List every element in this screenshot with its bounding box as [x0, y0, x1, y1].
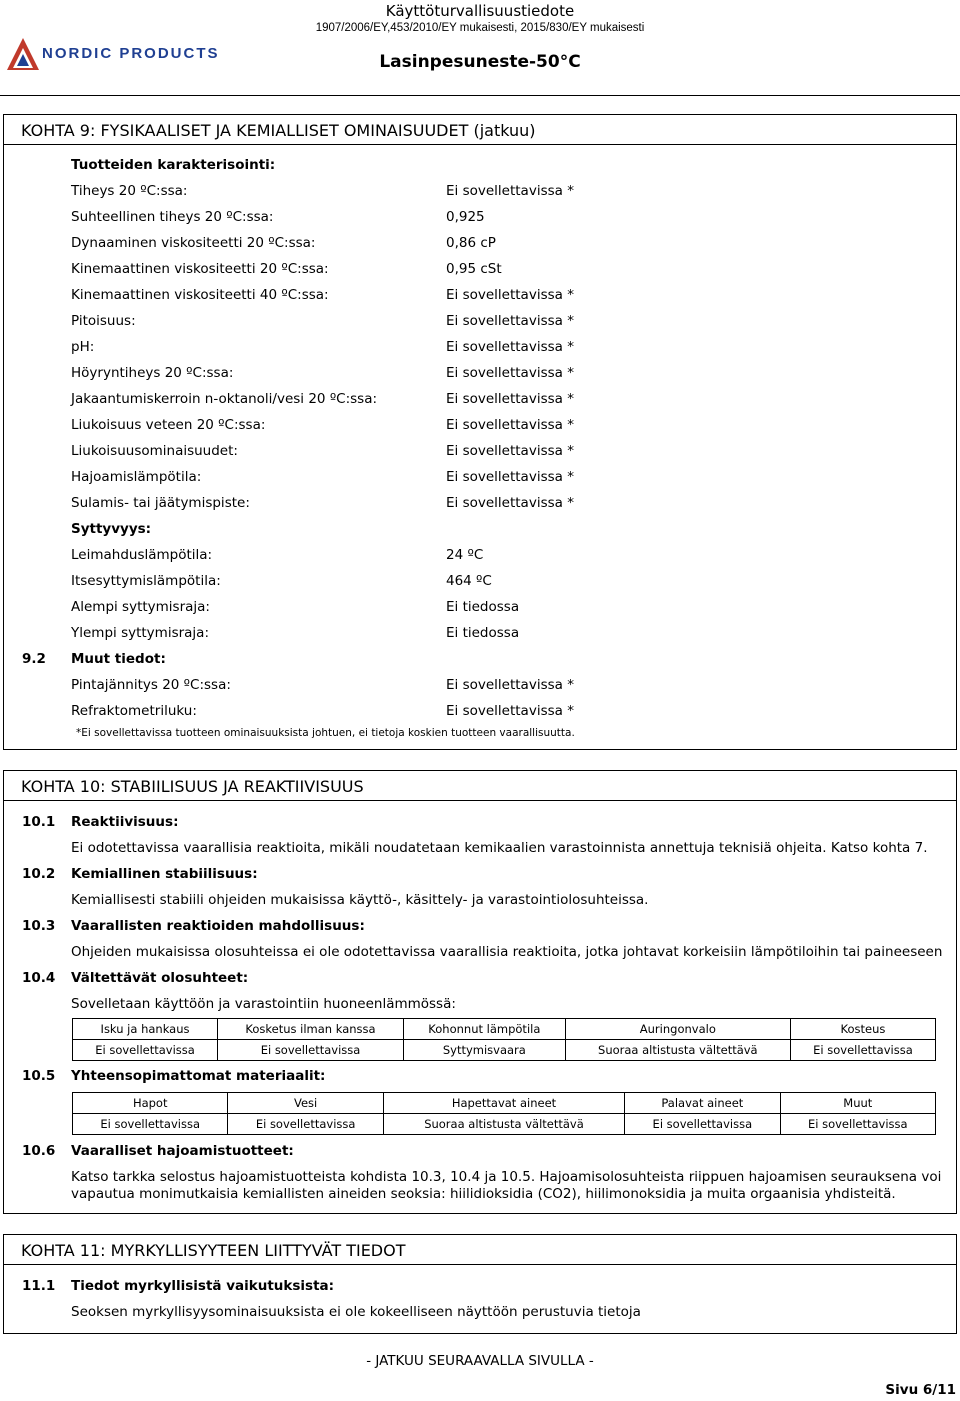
property-label: Hajoamislämpötila:	[71, 469, 202, 485]
logo-text: NORDIC PRODUCTS	[42, 45, 220, 62]
table-header-cell: Palavat aineet	[625, 1093, 780, 1114]
other-label: Pintajännitys 20 ºC:ssa:	[71, 677, 231, 693]
table-cell: Syttymisvaara	[403, 1040, 565, 1061]
subsection-number: 11.1	[22, 1278, 56, 1294]
table-header-row	[73, 1019, 936, 1040]
property-value: 0,925	[446, 209, 485, 225]
flammability-value: Ei tiedossa	[446, 599, 520, 615]
subsection-heading: Vaarallisten reaktioiden mahdollisuus:	[71, 918, 365, 934]
subsection-number: 10.6	[22, 1143, 56, 1159]
subsection-text: Seoksen myrkyllisyysominaisuuksista ei ole kokeelliseen näyttöön perustuvia tietoja	[71, 1304, 641, 1320]
subsection-text: Kemiallisesti stabiili ohjeiden mukaisissa käyttö-, käsittely- ja varastointiolosuhteissa.	[71, 892, 649, 908]
property-value: Ei sovellettavissa *	[446, 287, 574, 303]
property-value: Ei sovellettavissa *	[446, 391, 574, 407]
table-header-cell: Kosteus	[790, 1019, 935, 1040]
property-label: Dynaaminen viskositeetti 20 ºC:ssa:	[71, 235, 316, 251]
table-header-row	[73, 1093, 936, 1114]
table-row	[73, 1040, 936, 1061]
subsection-text: vapautua monimutkaisia kemiallisten aineiden seoksia: hiilidioksidia (CO2), hiilimonoksidia ja muita orgaanisia yhdisteitä.	[71, 1186, 896, 1202]
flammability-value: 464 ºC	[446, 573, 492, 589]
property-value: Ei sovellettavissa *	[446, 469, 574, 485]
property-label: Höyryntiheys 20 ºC:ssa:	[71, 365, 234, 381]
section-9-title: KOHTA 9: FYSIKAALISET JA KEMIALLISET OMINAISUUDET (jatkuu)	[4, 115, 956, 145]
property-value: Ei sovellettavissa *	[446, 443, 574, 459]
logo-mark-icon	[6, 36, 40, 76]
table-cell: Ei sovellettavissa	[228, 1114, 383, 1135]
section-11-title: KOHTA 11: MYRKYLLISYYTEEN LIITTYVÄT TIEDOT	[4, 1235, 956, 1265]
table-header-cell: Hapettavat aineet	[383, 1093, 624, 1114]
property-label: Kinemaattinen viskositeetti 20 ºC:ssa:	[71, 261, 329, 277]
subsection-number: 10.5	[22, 1068, 56, 1084]
property-value: Ei sovellettavissa *	[446, 339, 574, 355]
continued-notice: - JATKUU SEURAAVALLA SIVULLA -	[366, 1353, 594, 1369]
company-logo	[6, 34, 220, 76]
table-row	[73, 1114, 936, 1135]
table-header-cell: Kosketus ilman kanssa	[218, 1019, 404, 1040]
subsection-number: 10.1	[22, 814, 56, 830]
table-cell: Suoraa altistusta vältettävä	[565, 1040, 790, 1061]
property-value: Ei sovellettavissa *	[446, 365, 574, 381]
subsection-text: Sovelletaan käyttöön ja varastointiin huoneenlämmössä:	[71, 996, 456, 1012]
other-info-heading: Muut tiedot:	[71, 651, 166, 667]
product-name: Lasinpesuneste-50°C	[379, 52, 581, 72]
subsection-heading: Yhteensopimattomat materiaalit:	[71, 1068, 326, 1084]
document-title: Käyttöturvallisuustiedote	[385, 2, 575, 20]
flammability-heading: Syttyvyys:	[71, 521, 152, 537]
property-value: 0,86 cP	[446, 235, 496, 251]
other-value: Ei sovellettavissa *	[446, 703, 574, 719]
other-value: Ei sovellettavissa *	[446, 677, 574, 693]
table-header-cell: Hapot	[73, 1093, 228, 1114]
subsection-heading: Kemiallinen stabiilisuus:	[71, 866, 258, 882]
section-11	[3, 1234, 957, 1334]
table-cell: Ei sovellettavissa	[218, 1040, 404, 1061]
table-header-cell: Isku ja hankaus	[73, 1019, 218, 1040]
table-header-cell: Vesi	[228, 1093, 383, 1114]
subsection-number: 10.4	[22, 970, 56, 986]
flammability-label: Itsesyttymislämpötila:	[71, 573, 221, 589]
page-number: Sivu 6/11	[885, 1382, 956, 1398]
subsection-number: 9.2	[22, 651, 46, 667]
property-label: Pitoisuus:	[71, 313, 136, 329]
section-10-title: KOHTA 10: STABIILISUUS JA REAKTIIVISUUS	[4, 771, 956, 801]
subsection-number: 10.3	[22, 918, 56, 934]
footnote: *Ei sovellettavissa tuotteen ominaisuuksista johtuen, ei tietoja koskien tuotteen vaarallisuutta.	[76, 727, 575, 739]
other-label: Refraktometriluku:	[71, 703, 197, 719]
table-cell: Suoraa altistusta vältettävä	[383, 1114, 624, 1135]
property-label: Jakaantumiskerroin n-oktanoli/vesi 20 ºC:ssa:	[71, 391, 378, 407]
conditions-to-avoid-table	[72, 1018, 936, 1061]
subsection-number: 10.2	[22, 866, 56, 882]
flammability-value: Ei tiedossa	[446, 625, 520, 641]
property-label: pH:	[71, 339, 95, 355]
flammability-label: Ylempi syttymisraja:	[71, 625, 209, 641]
subsection-heading: Reaktiivisuus:	[71, 814, 179, 830]
regulation-reference: 1907/2006/EY,453/2010/EY mukaisesti, 2015/830/EY mukaisesti	[315, 22, 645, 34]
header-divider	[0, 95, 960, 96]
table-cell: Ei sovellettavissa	[625, 1114, 780, 1135]
flammability-label: Leimahduslämpötila:	[71, 547, 213, 563]
property-label: Sulamis- tai jäätymispiste:	[71, 495, 250, 511]
property-value: Ei sovellettavissa *	[446, 313, 574, 329]
subsection-heading: Tiedot myrkyllisistä vaikutuksista:	[71, 1278, 335, 1294]
property-value: Ei sovellettavissa *	[446, 417, 574, 433]
table-cell: Ei sovellettavissa	[73, 1114, 228, 1135]
section-10	[3, 770, 957, 1214]
flammability-value: 24 ºC	[446, 547, 484, 563]
subsection-text: Ohjeiden mukaisissa olosuhteissa ei ole odotettavissa vaarallisia reaktioita, jotka johtavat korkeisiin lämpötiloihin tai paineeseen	[71, 944, 943, 960]
table-cell: Ei sovellettavissa	[790, 1040, 935, 1061]
subsection-heading: Vaaralliset hajoamistuotteet:	[71, 1143, 294, 1159]
property-label: Kinemaattinen viskositeetti 40 ºC:ssa:	[71, 287, 329, 303]
subsection-heading: Vältettävät olosuhteet:	[71, 970, 249, 986]
property-label: Liukoisuus veteen 20 ºC:ssa:	[71, 417, 266, 433]
property-label: Liukoisuusominaisuudet:	[71, 443, 238, 459]
subsection-text: Katso tarkka selostus hajoamistuotteista kohdista 10.3, 10.4 ja 10.5. Hajoamisolosuhteista riippuen hajoamisen seurauksena voi	[71, 1169, 942, 1185]
section-9	[3, 114, 957, 750]
table-header-cell: Auringonvalo	[565, 1019, 790, 1040]
characterisation-heading: Tuotteiden karakterisointi:	[71, 157, 276, 173]
table-header-cell: Kohonnut lämpötila	[403, 1019, 565, 1040]
property-value: 0,95 cSt	[446, 261, 502, 277]
property-label: Suhteellinen tiheys 20 ºC:ssa:	[71, 209, 274, 225]
property-label: Tiheys 20 ºC:ssa:	[71, 183, 188, 199]
property-value: Ei sovellettavissa *	[446, 495, 574, 511]
incompatible-materials-table	[72, 1092, 936, 1135]
subsection-text: Ei odotettavissa vaarallisia reaktioita, mikäli noudatetaan kemikaalien varastoinnista annettuja teknisiä ohjeita. Katso kohta 7.	[71, 840, 928, 856]
table-cell: Ei sovellettavissa	[73, 1040, 218, 1061]
table-header-cell: Muut	[780, 1093, 935, 1114]
table-cell: Ei sovellettavissa	[780, 1114, 935, 1135]
property-value: Ei sovellettavissa *	[446, 183, 574, 199]
flammability-label: Alempi syttymisraja:	[71, 599, 210, 615]
